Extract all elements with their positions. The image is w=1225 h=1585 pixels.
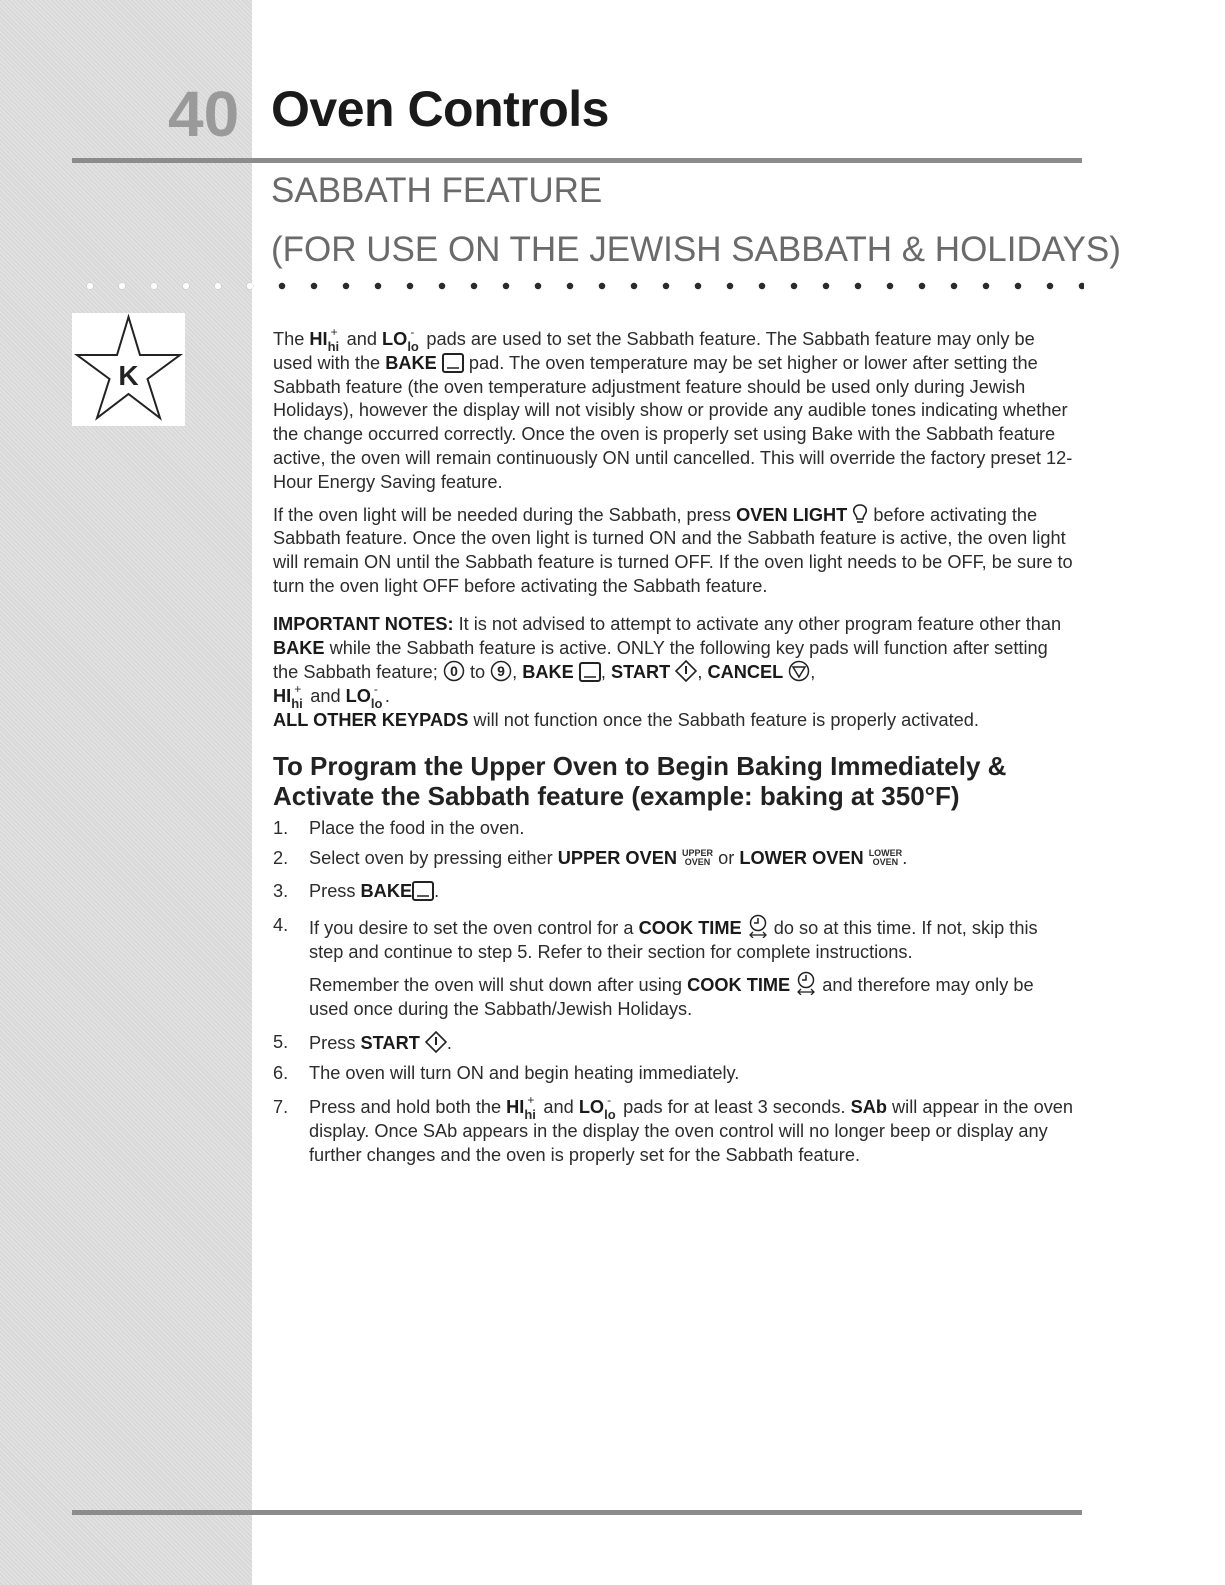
intro-paragraph-1: The HI + hi and LO - lo pads are used to set the Sabbath feature. The Sabbath feature may only be used with the BAKE pad. The oven temperature may be set higher or lower after setting the Sabbath feature (the oven temperature adjustment feature should be used only during Jewish Holidays), however the display will not visibly show or provide any audible tones indicating whether the change occurred correctly. Once the oven is properly set using Bake with the Sabbath feature active, the oven will remain continuously ON until cancelled. This will override the factory preset 12-Hour Energy Saving feature. — [273, 325, 1073, 492]
svg-text:9: 9 — [497, 663, 506, 680]
bake-key-label: BAKE — [385, 352, 437, 373]
bake-key-icon — [579, 662, 601, 682]
cancel-key-icon — [788, 660, 810, 682]
sidebar-panel — [0, 0, 252, 1585]
key-9-icon — [490, 660, 512, 682]
main-content — [273, 325, 1074, 1173]
section-subheading: (FOR USE ON THE JEWISH SABBATH & HOLIDAYS) — [271, 230, 1121, 269]
lo-key-icon: - lo — [604, 1092, 616, 1122]
svg-text:0: 0 — [449, 663, 458, 680]
list-item: 6. The oven will turn ON and begin heating immediately. — [273, 1063, 740, 1084]
list-item: 4. If you desire to set the oven control for a COOK TIME do so at this time. If not, skip this step and continue to step 5. Refer to their section for complete instructions. Remember the oven will shut down after using COOK TIME and therefore may only be used once during the Sabbath/Jewish Holidays. — [273, 915, 1038, 1019]
bake-key-icon — [442, 353, 464, 373]
intro-paragraph-2: If the oven light will be needed during the Sabbath, press OVEN LIGHT before activating the Sabbath feature. Once the oven light is turned ON and the Sabbath feature is active, the oven light will remain ON until the Sabbath feature is turned OFF. If the oven light needs to be OFF, be sure to turn the oven light OFF before activating the Sabbath feature. — [273, 504, 1073, 596]
cook-time-clock-icon — [747, 914, 769, 938]
bake-key-icon — [412, 881, 434, 901]
page-title: Oven Controls — [271, 81, 609, 137]
oven-light-key-label: OVEN LIGHT — [736, 504, 848, 525]
lo-key-icon: - lo — [407, 325, 419, 354]
lower-oven-key-icon: LOWER OVEN — [868, 847, 903, 867]
dotted-divider-sidebar — [74, 280, 254, 292]
important-notes: IMPORTANT NOTES: It is not advised to attempt to activate any other program feature other than BAKE while the Sabbath feature is active. ONLY the following key pads will function after setting the Sabbath feature; 0 to 9 , BAKE , START , CANCEL , HI + hi and LO - lo . ALL OTHER KEYPADS will not function once the Sabbath feature is properly activated. — [273, 613, 1062, 730]
key-0-icon — [443, 660, 465, 682]
list-item: 3. Press BAKE . — [273, 881, 440, 902]
hi-key-icon: + hi — [524, 1092, 536, 1122]
footer-divider — [72, 1510, 1082, 1515]
start-key-icon — [675, 660, 697, 682]
lo-key-label: LO — [382, 329, 408, 349]
hi-key-icon: + hi — [291, 682, 303, 712]
cook-time-clock-icon — [795, 971, 817, 995]
hi-key-label: HI — [309, 329, 328, 349]
star-k-icon — [72, 313, 185, 426]
light-bulb-icon — [852, 503, 868, 525]
program-heading: To Program the Upper Oven to Begin Baking Immediately & Activate the Sabbath feature (example: baking at 350°F) — [273, 750, 1007, 811]
list-item: 7. Press and hold both the HI + hi and LO - lo pads for at least 3 seconds. SAb will appear in the oven display. Once SAb appears in the display the oven control will no longer beep or display any further changes and the oven is properly set for the Sabbath feature. — [273, 1092, 1074, 1165]
list-item: 1. Place the food in the oven. — [273, 817, 525, 838]
program-steps — [273, 817, 1073, 1168]
start-key-icon — [425, 1031, 447, 1053]
svg-text:K: K — [118, 360, 139, 391]
section-heading: SABBATH FEATURE — [271, 171, 603, 210]
page-number: 40 — [168, 78, 240, 150]
header-divider — [72, 158, 1082, 163]
lo-key-icon: - lo — [370, 682, 383, 712]
upper-oven-key-icon: UPPER OVEN — [682, 847, 714, 867]
list-item: 5. Press START . — [273, 1032, 452, 1054]
hi-key-icon: + hi — [327, 325, 340, 354]
list-item: 2. Select oven by pressing either UPPER OVEN UPPER OVEN or LOWER OVEN LOWER OVEN . — [273, 847, 908, 868]
